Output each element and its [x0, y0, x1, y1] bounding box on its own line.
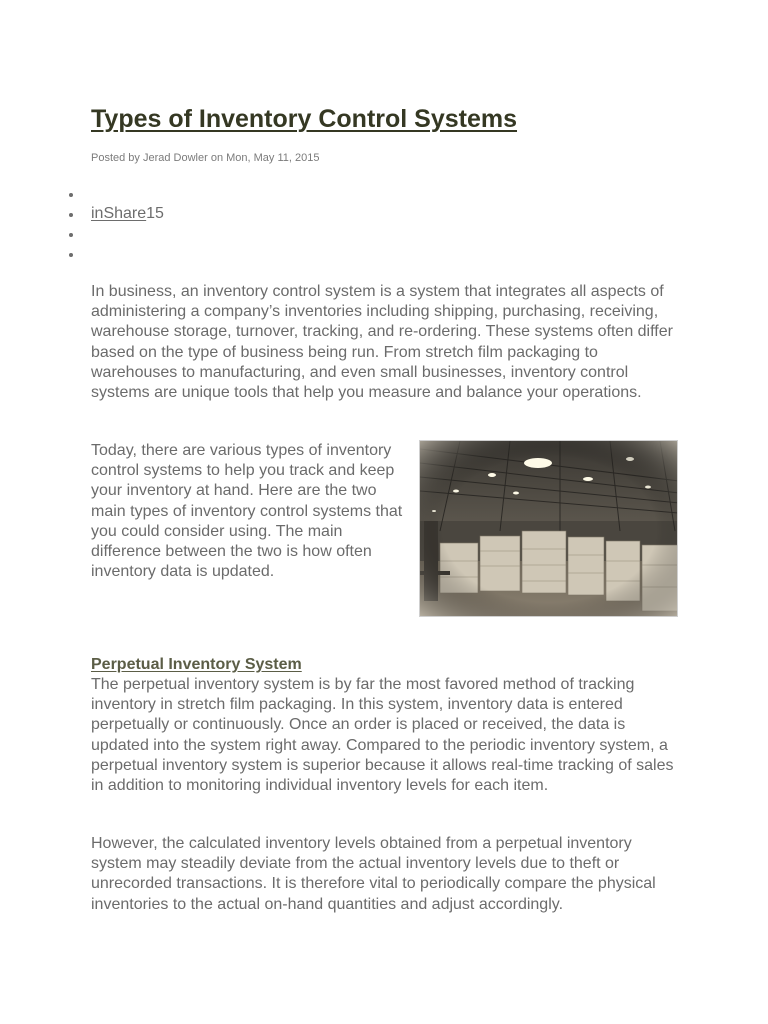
- warehouse-image: [420, 441, 678, 617]
- types-paragraph: Today, there are various types of inventory control systems to help you track and keep your inventory at hand. Here are the two main types of inventory control systems that you could consider using. The main difference between the two is how often inventory data is updated.: [91, 442, 403, 581]
- perpetual-paragraph: The perpetual inventory system is by far the most favored method of tracking inventory in stretch film packaging. In this system, inventory data is entered perpetually or continuously. Once an order is placed or received, the data is updated into the system right away. Compared to the periodic inventory system, a perpetual inventory system is superior because it allows real-time tracking of sales in addition to monitoring individual inventory levels for each item.: [91, 676, 674, 795]
- share-item-3[interactable]: [91, 224, 164, 244]
- section-heading-perpetual[interactable]: Perpetual Inventory System: [91, 656, 302, 673]
- article-byline: Posted by Jerad Dowler on Mon, May 11, 2015: [91, 152, 320, 164]
- share-item-4[interactable]: [91, 244, 164, 264]
- deviation-paragraph: However, the calculated inventory levels obtained from a perpetual inventory system may steadily deviate from the actual inventory levels due to theft or unrecorded transactions. It is therefore vital to periodically compare the physical inventories to the actual on-hand quantities and adjust accordingly.: [91, 835, 656, 913]
- inshare-link[interactable]: inShare: [91, 205, 147, 222]
- inshare-count: 15: [146, 205, 164, 222]
- share-list: [91, 184, 164, 264]
- article-title[interactable]: Types of Inventory Control Systems: [91, 105, 518, 133]
- share-item-linkedin[interactable]: [91, 204, 164, 224]
- intro-paragraph: In business, an inventory control system is a system that integrates all aspects of administering a company’s inventories including shipping, purchasing, receiving, warehouse storage, turnover, tracking, and re-ordering. These systems often differ based on the type of business being run. From stretch film packaging to warehouses to manufacturing, and even small businesses, inventory control systems are unique tools that help you measure and balance your operations.: [91, 283, 673, 402]
- share-item-1[interactable]: [91, 184, 164, 204]
- warehouse-photo: [419, 440, 678, 617]
